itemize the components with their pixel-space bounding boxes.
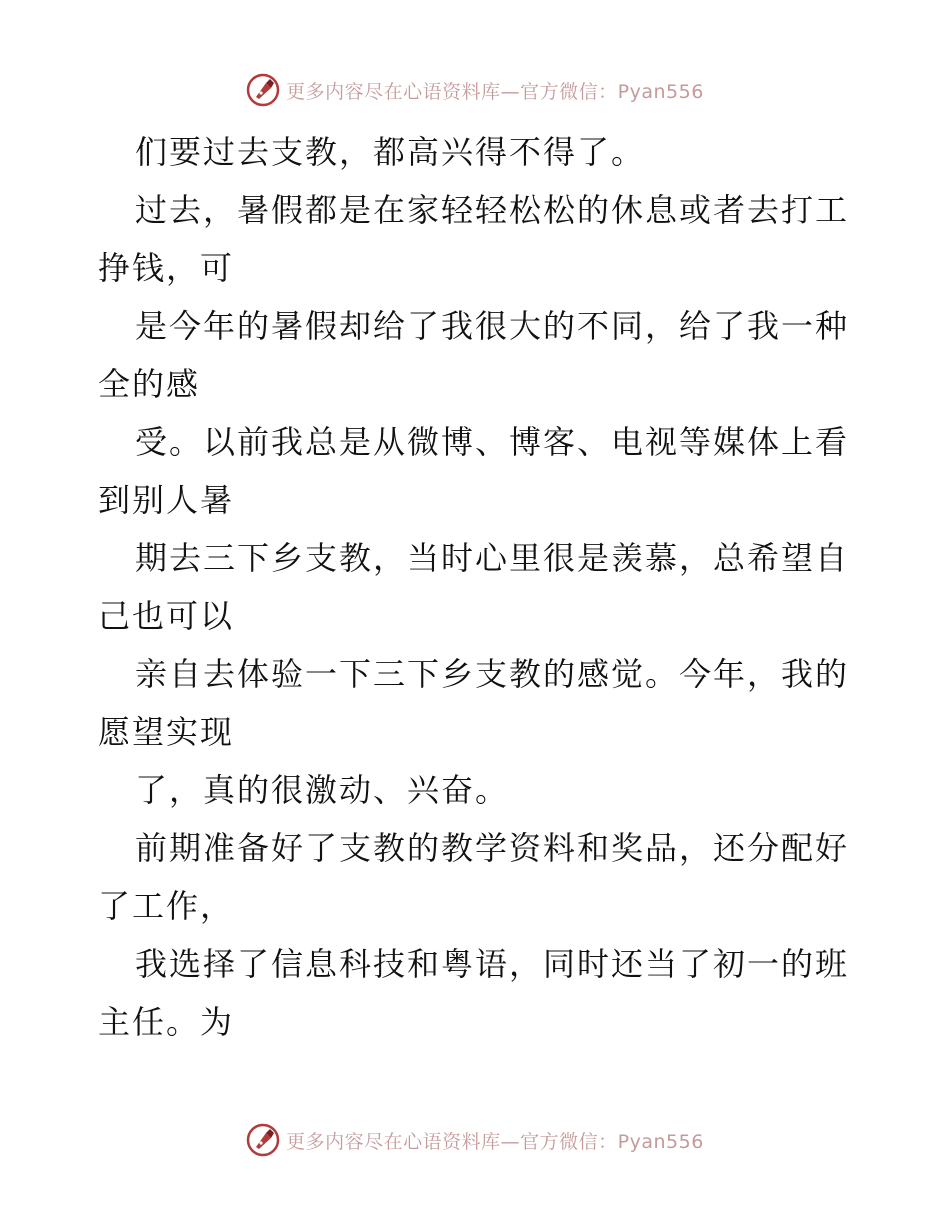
document-body xyxy=(98,123,858,1051)
footer-watermark-text: 更多内容尽在心语资料库—官方微信：Pyan556 xyxy=(286,1130,704,1153)
body-line-9: 我选择了信息科技和粤语，同时还当了初一的班主任。为 xyxy=(98,945,850,1041)
body-line-1: 们要过去支教，都高兴得不得了。 xyxy=(135,133,646,171)
pen-nib-logo-icon xyxy=(246,1123,280,1157)
body-line-3: 是今年的暑假却给了我很大的不同，给了我一种全的感 xyxy=(98,307,850,403)
pen-nib-logo-icon xyxy=(246,73,280,107)
body-line-7: 了，真的很激动、兴奋。 xyxy=(135,771,510,809)
body-line-6: 亲自去体验一下三下乡支教的感觉。今年，我的愿望实现 xyxy=(98,655,850,751)
body-line-2: 过去，暑假都是在家轻轻松松的休息或者去打工挣钱，可 xyxy=(98,191,850,287)
header-watermark-text: 更多内容尽在心语资料库—官方微信：Pyan556 xyxy=(286,80,704,103)
body-line-8: 前期准备好了支教的教学资料和奖品，还分配好了工作， xyxy=(98,829,850,925)
footer-banner xyxy=(0,1122,950,1158)
header-banner xyxy=(0,72,950,108)
body-line-5: 期去三下乡支教，当时心里很是羡慕，总希望自己也可以 xyxy=(98,539,850,635)
body-line-4: 受。以前我总是从微博、博客、电视等媒体上看到别人暑 xyxy=(98,423,850,519)
